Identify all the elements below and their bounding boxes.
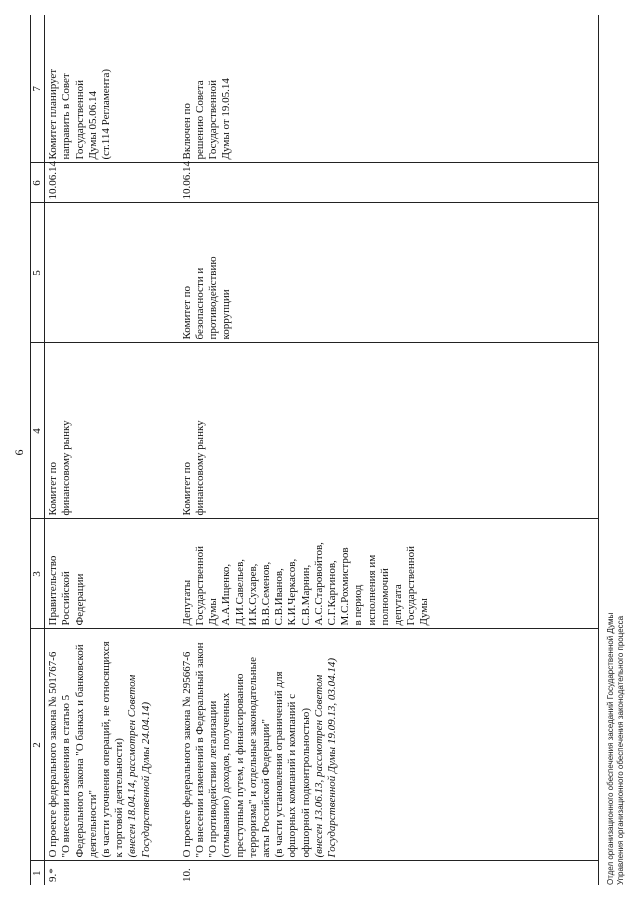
bill-line: акты Российской Федерации"	[259, 719, 272, 858]
responsible-committee: Комитет по финансовому рынку	[179, 343, 599, 519]
bill-line: офшорных компаний и компаний с	[286, 693, 299, 858]
bill-line: преступным путем, и финансированию	[233, 673, 246, 858]
column-header-1: 1	[31, 861, 45, 885]
page-footer	[606, 613, 626, 885]
agenda-table	[30, 15, 599, 885]
bill-line: (в части установления ограничений для	[273, 671, 286, 858]
review-date: 10.06.14	[45, 163, 179, 203]
bill-line: терроризма" и отдельные законодательные	[246, 657, 259, 858]
row-number: 9.*	[45, 861, 179, 885]
bill-line: О проекте федерального закона № 501767-6	[47, 651, 60, 858]
co-executor-committee	[45, 203, 179, 343]
page-number: 6	[12, 449, 26, 456]
bill-status-line: (внесен 18.04.14, рассмотрен Советом	[126, 674, 139, 858]
bill-line: (отмыванию) доходов, полученных	[220, 692, 233, 858]
column-header-3: 3	[31, 519, 45, 629]
column-header-7: 7	[31, 15, 45, 163]
decision-note: Включен по решению Совета Государственной Думы от 19.05.14	[179, 15, 599, 163]
responsible-committee: Комитет по финансовому рынку	[45, 343, 179, 519]
column-header-5: 5	[31, 203, 45, 343]
bill-line: деятельности"	[86, 790, 99, 858]
footer-line: Отдел организационного обеспечения заседаний Государственной Думы	[606, 612, 615, 885]
co-executor-committee: Комитет по безопасности и противодействию коррупции	[179, 203, 599, 343]
bill-line: "О противодействии легализации	[207, 700, 220, 858]
row-number: 10.	[179, 861, 599, 885]
column-header-2: 2	[31, 629, 45, 861]
footer-line: Управления организационного обеспечения законодательного процесса	[616, 615, 625, 885]
bill-author: Депутаты Государственной Думы А.А.Ищенко, Д.И.Савельев, И.К.Сухарев, В.В.Семенов, С.В.Иванов, К.И.Черкасов, С.В.Марнин, А.С.Старовойтов, С.Г.Каргинов, М.С.Рохмистров в период исполнения им полномочий депутата Государственной Думы	[179, 519, 599, 629]
decision-note: Комитет планирует направить в Совет Государственной Думы 05.06.14 (ст.114 Регламента)	[45, 15, 179, 163]
bill-status-line: (внесен 13.06.13, рассмотрен Советом	[312, 674, 325, 858]
table-row	[179, 15, 599, 885]
bill-author: Правительство Российской Федерации	[45, 519, 179, 629]
bill-line: О проекте федерального закона № 295667-6	[180, 651, 193, 858]
bill-description	[45, 629, 179, 861]
bill-line: офшорной подконтрольностью)	[299, 707, 312, 858]
column-header-4: 4	[31, 343, 45, 519]
bill-status-line: Государственной Думы 24.04.14)	[139, 701, 152, 858]
bill-description	[179, 629, 599, 861]
column-number-row	[31, 15, 45, 885]
review-date: 10.06.14	[179, 163, 599, 203]
bill-line: "О внесении изменения в статью 5	[60, 694, 73, 858]
bill-line: Федерального закона "О банках и банковской	[73, 644, 86, 858]
column-header-6: 6	[31, 163, 45, 203]
bill-line: "О внесении изменений в Федеральный закон	[193, 642, 206, 858]
bill-line: к торговой деятельности)	[113, 738, 126, 858]
bill-line: (в части уточнения операций, не относящихся	[100, 641, 113, 858]
table-row	[45, 15, 179, 885]
bill-status-line: Государственной Думы 19.09.13, 03.04.14)	[325, 657, 338, 858]
